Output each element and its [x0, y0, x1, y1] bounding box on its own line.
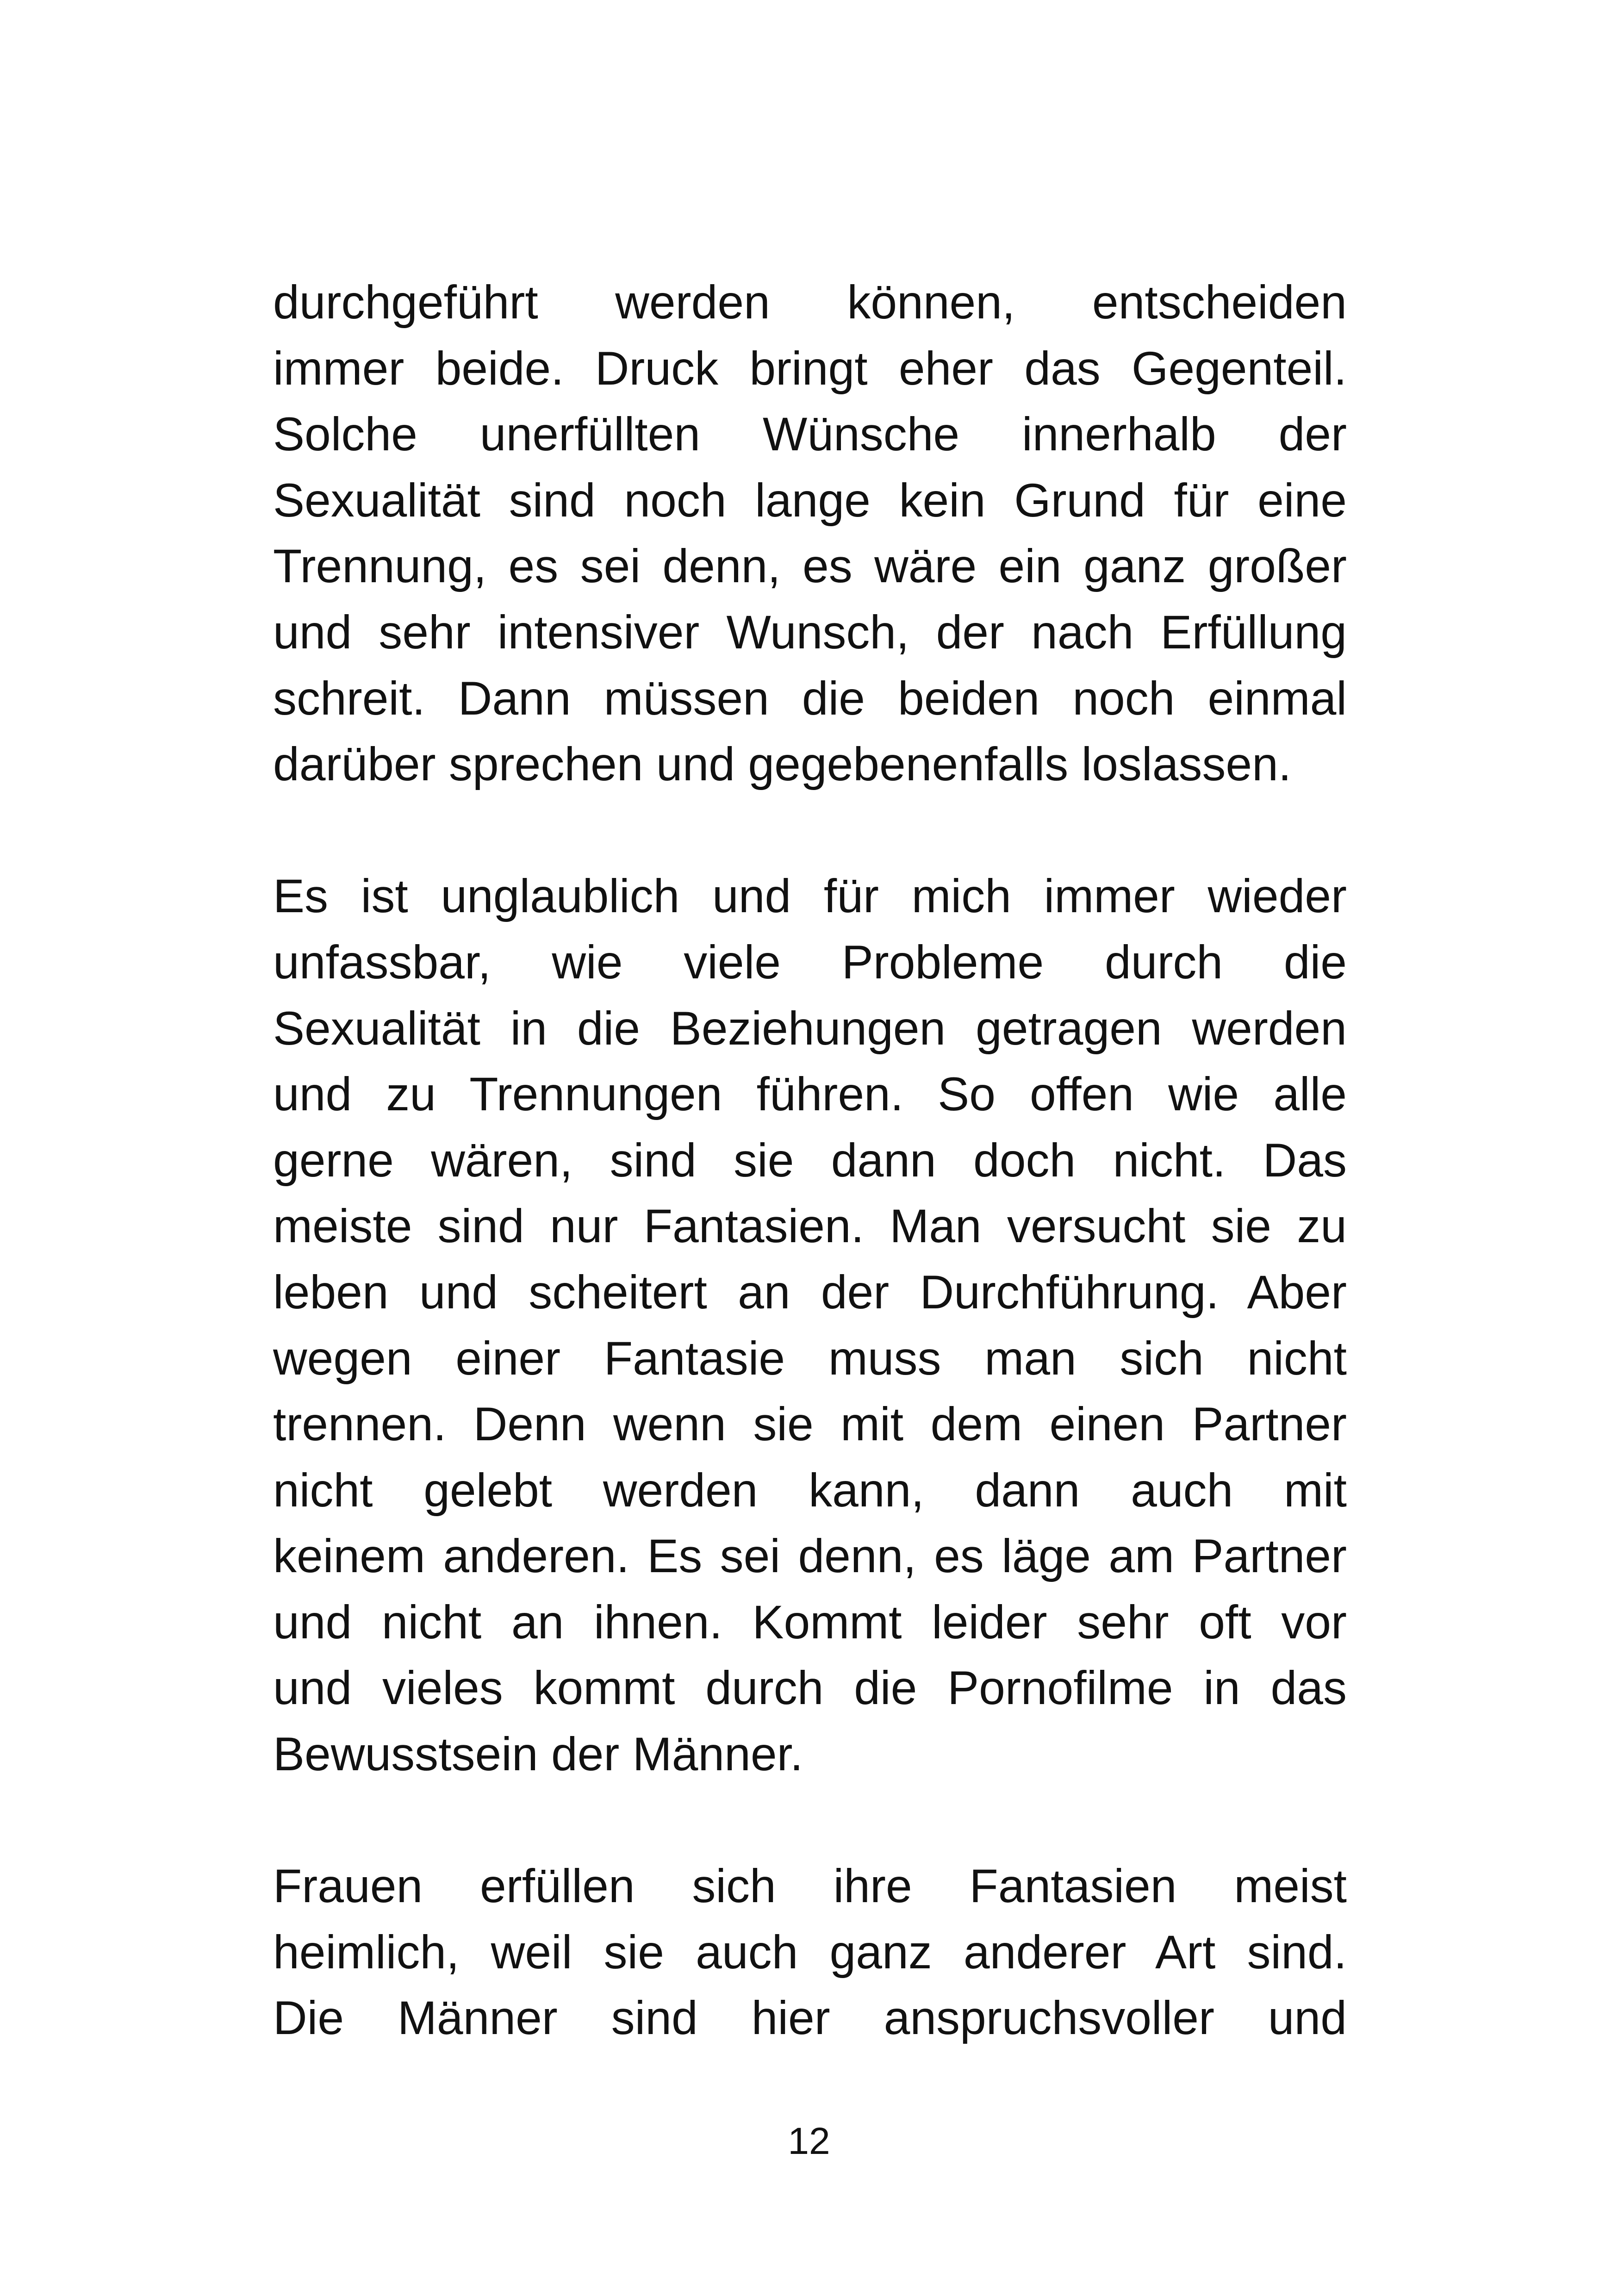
- text-line: Sexualität in die Beziehungen getragen werden: [273, 1002, 1347, 1055]
- text-line: leben und scheitert an der Durchführung. Aber: [273, 1265, 1347, 1319]
- paragraph: [273, 269, 1347, 797]
- text-line: heimlich, weil sie auch ganz anderer Art sind.: [273, 1925, 1347, 1979]
- page-number: 12: [788, 2120, 830, 2162]
- text-line: keinem anderen. Es sei denn, es läge am Partner: [273, 1530, 1347, 1583]
- text-line: Die Männer sind hier anspruchsvoller und: [273, 1991, 1347, 2045]
- text-line: und sehr intensiver Wunsch, der nach Erfüllung: [273, 605, 1347, 659]
- paragraph: [273, 863, 1347, 1787]
- text-line: meiste sind nur Fantasien. Man versucht sie zu: [273, 1200, 1347, 1253]
- text-line: darüber sprechen und gegebenenfalls loslassen.: [273, 738, 1292, 791]
- text-line: Trennung, es sei denn, es wäre ein ganz großer: [273, 540, 1347, 593]
- text-line: unfassbar, wie viele Probleme durch die: [273, 935, 1347, 989]
- text-line: und vieles kommt durch die Pornofilme in das: [273, 1661, 1347, 1715]
- text-line: trennen. Denn wenn sie mit dem einen Partner: [273, 1398, 1347, 1451]
- paragraph-gap: [273, 797, 1347, 864]
- text-line: und zu Trennungen führen. So offen wie alle: [273, 1068, 1347, 1121]
- paragraph-gap: [273, 1787, 1347, 1854]
- text-line: Frauen erfüllen sich ihre Fantasien meist: [273, 1860, 1347, 1913]
- paragraph: [273, 1853, 1347, 2051]
- text-line: immer beide. Druck bringt eher das Gegenteil.: [273, 342, 1347, 395]
- text-line: Solche unerfüllten Wünsche innerhalb der: [273, 408, 1347, 461]
- body-text: [273, 269, 1347, 2051]
- text-line: gerne wären, sind sie dann doch nicht. Das: [273, 1133, 1347, 1187]
- text-line: nicht gelebt werden kann, dann auch mit: [273, 1463, 1347, 1517]
- text-line: Sexualität sind noch lange kein Grund für eine: [273, 473, 1347, 527]
- text-line: und nicht an ihnen. Kommt leider sehr oft vor: [273, 1595, 1347, 1649]
- text-line: Bewusstsein der Männer.: [273, 1728, 803, 1781]
- text-line: wegen einer Fantasie muss man sich nicht: [273, 1332, 1347, 1385]
- text-line: Es ist unglaublich und für mich immer wieder: [273, 870, 1347, 923]
- text-line: schreit. Dann müssen die beiden noch einmal: [273, 672, 1347, 725]
- text-line: durchgeführt werden können, entscheiden: [273, 276, 1347, 329]
